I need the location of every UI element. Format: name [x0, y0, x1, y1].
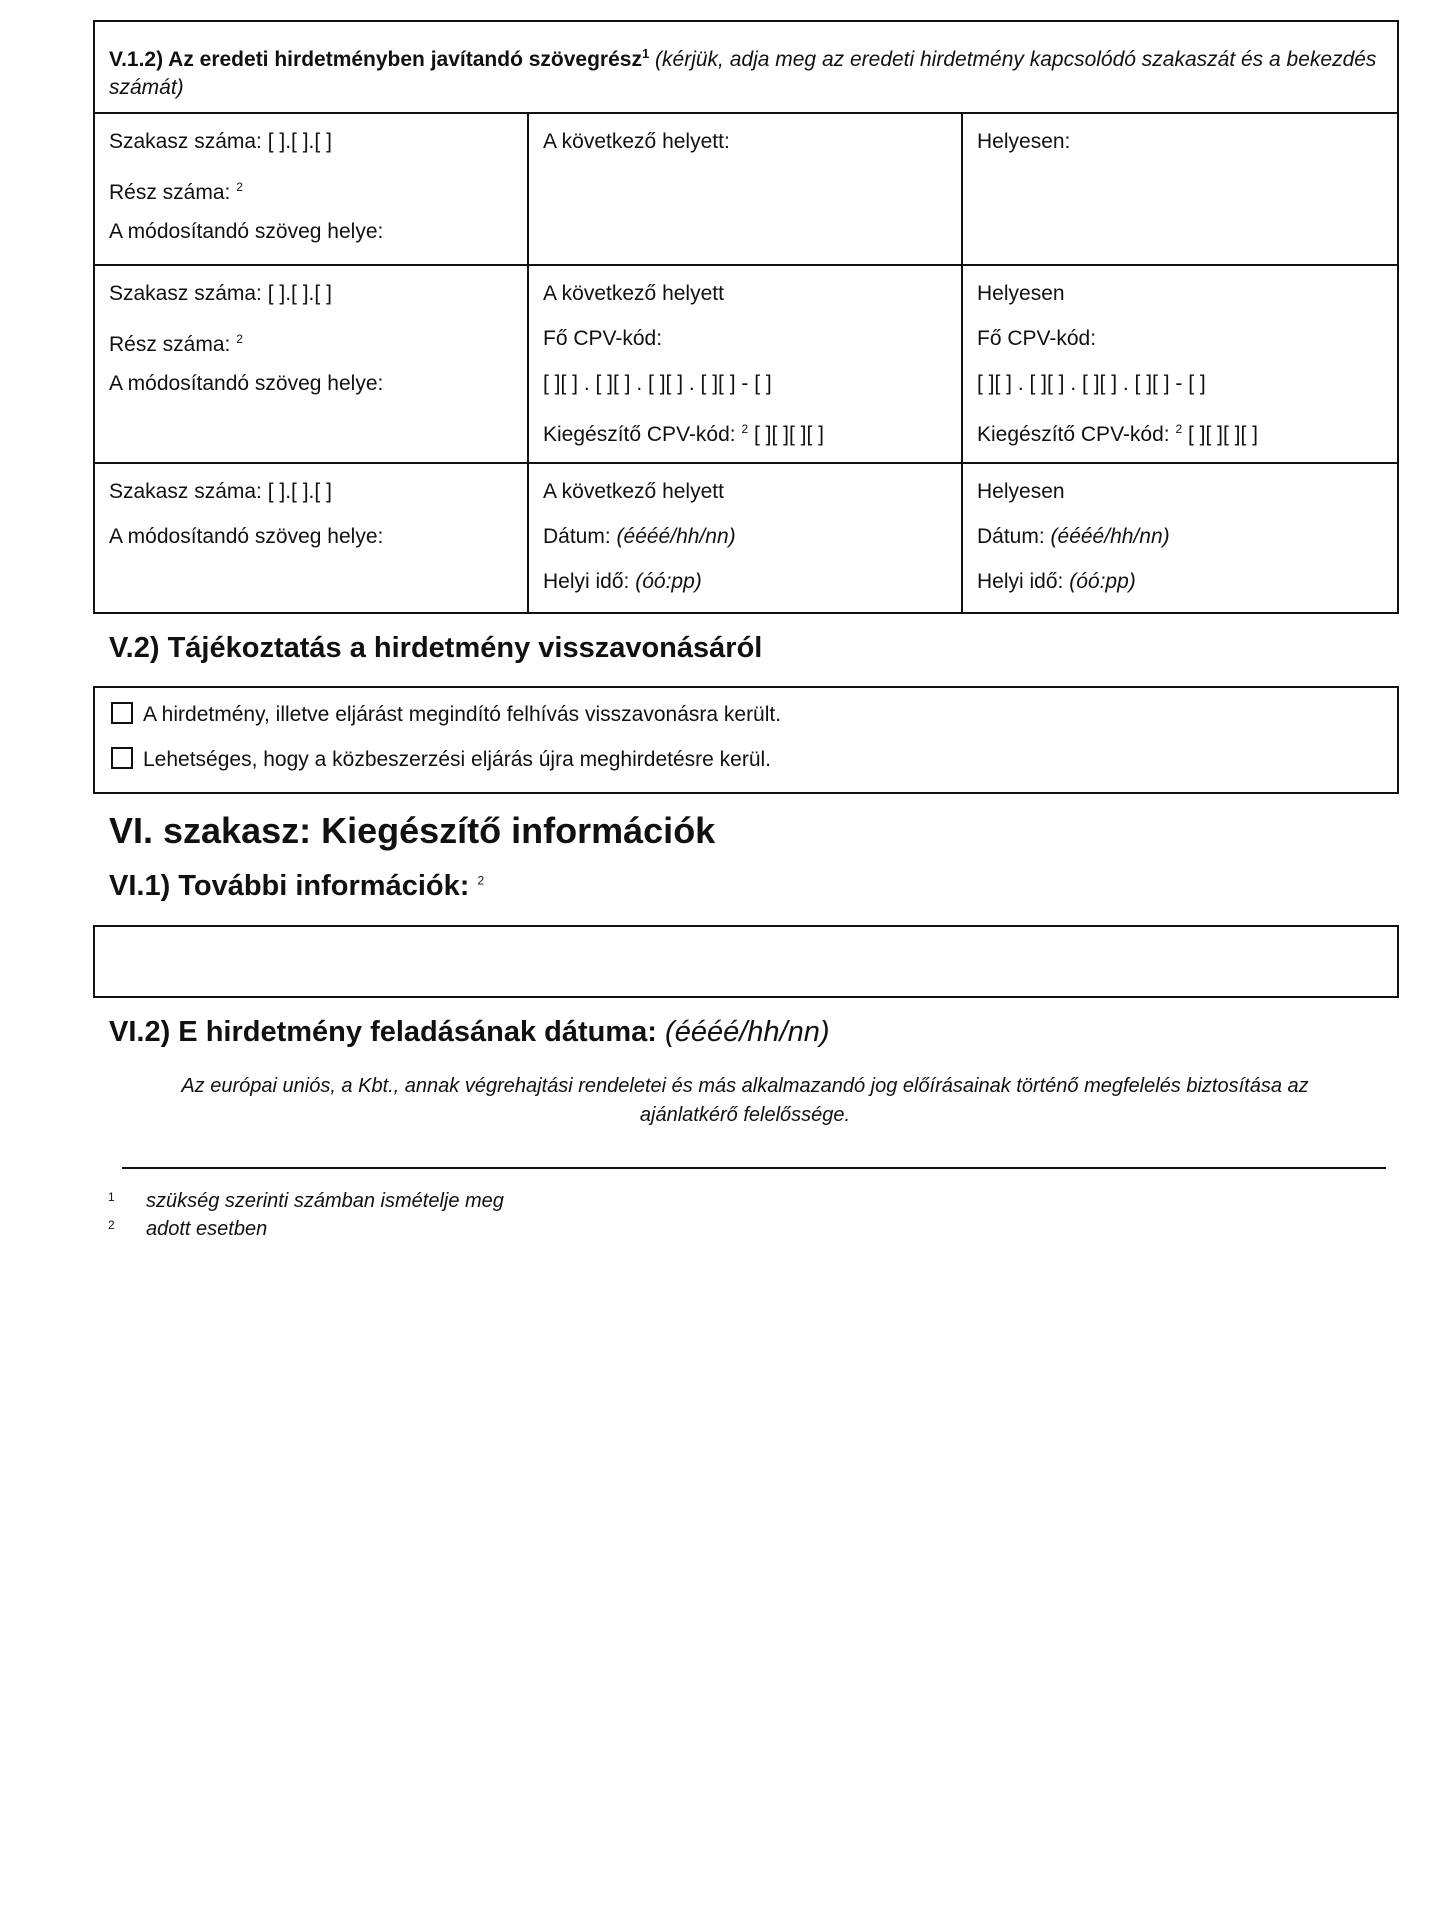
correction-row [95, 464, 1397, 614]
text-location-field[interactable]: A módosítandó szöveg helye: [109, 220, 384, 243]
footnote-ref: 1 [641, 46, 650, 61]
supplementary-cpv-field[interactable]: Kiegészítő CPV-kód: $^2$ [ ][ ][ ][ ] [543, 422, 824, 446]
instead-of-cell [529, 464, 963, 614]
correction-row [95, 266, 1397, 464]
correct-label: Helyesen [977, 282, 1065, 305]
section-number-field[interactable]: Szakasz száma: [ ].[ ].[ ] [109, 282, 332, 305]
section-cell [95, 266, 529, 462]
more-info-heading: VI.1) További információk: $^2$ [109, 870, 485, 902]
instead-of-label: A következő helyett [543, 480, 724, 503]
date-field[interactable]: Dátum: (éééé/hh/nn) [977, 525, 1170, 548]
correction-heading-title: V.1.2) Az eredeti hirdetményben javítandó szövegrész [109, 48, 642, 71]
correct-label: Helyesen [977, 480, 1065, 503]
instead-of-cell[interactable] [529, 114, 963, 264]
local-time-field[interactable]: Helyi idő: (óó:pp) [543, 570, 702, 593]
correction-heading-note: (kérjük, adja meg az eredeti hirdetmény kapcsolódó szakaszát és a bekezdés számát) [109, 48, 1377, 99]
text-location-field[interactable]: A módosítandó szöveg helye: [109, 372, 384, 395]
correct-cell[interactable] [963, 114, 1397, 264]
correct-cell [963, 464, 1397, 614]
footnote: 1 szükség szerinti számban ismételje meg [108, 1190, 504, 1212]
option-label: A hirdetmény, illetve eljárást megindító felhívás visszavonásra került. [143, 703, 782, 726]
dispatch-date-heading: VI.2) E hirdetmény feladásának dátuma: (éééé/hh/nn) [109, 1016, 830, 1048]
footnote-divider [122, 1167, 1386, 1169]
correction-row [95, 114, 1397, 266]
correction-heading [95, 22, 1397, 114]
date-format: (éééé/hh/nn) [665, 1016, 830, 1048]
main-cpv-label: Fő CPV-kód: [543, 327, 663, 350]
instead-of-label: A következő helyett: [543, 130, 730, 153]
section-cell [95, 464, 529, 614]
footnote: 2 adott esetben [108, 1218, 268, 1240]
cancellation-option[interactable] [111, 745, 771, 775]
cancellation-heading: V.2) Tájékoztatás a hirdetmény visszavonásáról [109, 632, 763, 664]
part-number-field[interactable]: Rész száma: $^2$ [109, 332, 243, 356]
local-time-field[interactable]: Helyi idő: (óó:pp) [977, 570, 1136, 593]
main-cpv-label: Fő CPV-kód: [977, 327, 1097, 350]
date-field[interactable]: Dátum: (éééé/hh/nn) [543, 525, 736, 548]
section-number-field[interactable]: Szakasz száma: [ ].[ ].[ ] [109, 480, 332, 503]
text-location-field[interactable]: A módosítandó szöveg helye: [109, 525, 384, 548]
main-cpv-field[interactable]: [ ][ ] . [ ][ ] . [ ][ ] . [ ][ ] - [ ] [977, 372, 1206, 395]
cancellation-box [93, 686, 1399, 794]
checkbox[interactable] [111, 747, 133, 769]
correct-label: Helyesen: [977, 130, 1071, 153]
instead-of-cell [529, 266, 963, 462]
part-number-field[interactable]: Rész száma: $^2$ [109, 180, 243, 204]
cancellation-option[interactable] [111, 700, 781, 730]
main-cpv-field[interactable]: [ ][ ] . [ ][ ] . [ ][ ] . [ ][ ] - [ ] [543, 372, 772, 395]
more-info-field[interactable] [93, 925, 1399, 998]
checkbox[interactable] [111, 702, 133, 724]
section-number-field[interactable]: Szakasz száma: [ ].[ ].[ ] [109, 130, 332, 153]
section-cell [95, 114, 529, 264]
section-title: VI. szakasz: Kiegészítő információk [109, 810, 716, 851]
instead-of-label: A következő helyett [543, 282, 724, 305]
option-label: Lehetséges, hogy a közbeszerzési eljárás újra meghirdetésre kerül. [143, 748, 772, 771]
supplementary-cpv-field[interactable]: Kiegészítő CPV-kód: $^2$ [ ][ ][ ][ ] [977, 422, 1258, 446]
correction-table [93, 20, 1399, 614]
disclaimer: Az európai uniós, a Kbt., annak végrehajtási rendeletei és más alkalmazandó jog előírásainak történő megfelelés biztosítása az ajánlatkérő felelőssége. [181, 1075, 1309, 1126]
correct-cell [963, 266, 1397, 462]
